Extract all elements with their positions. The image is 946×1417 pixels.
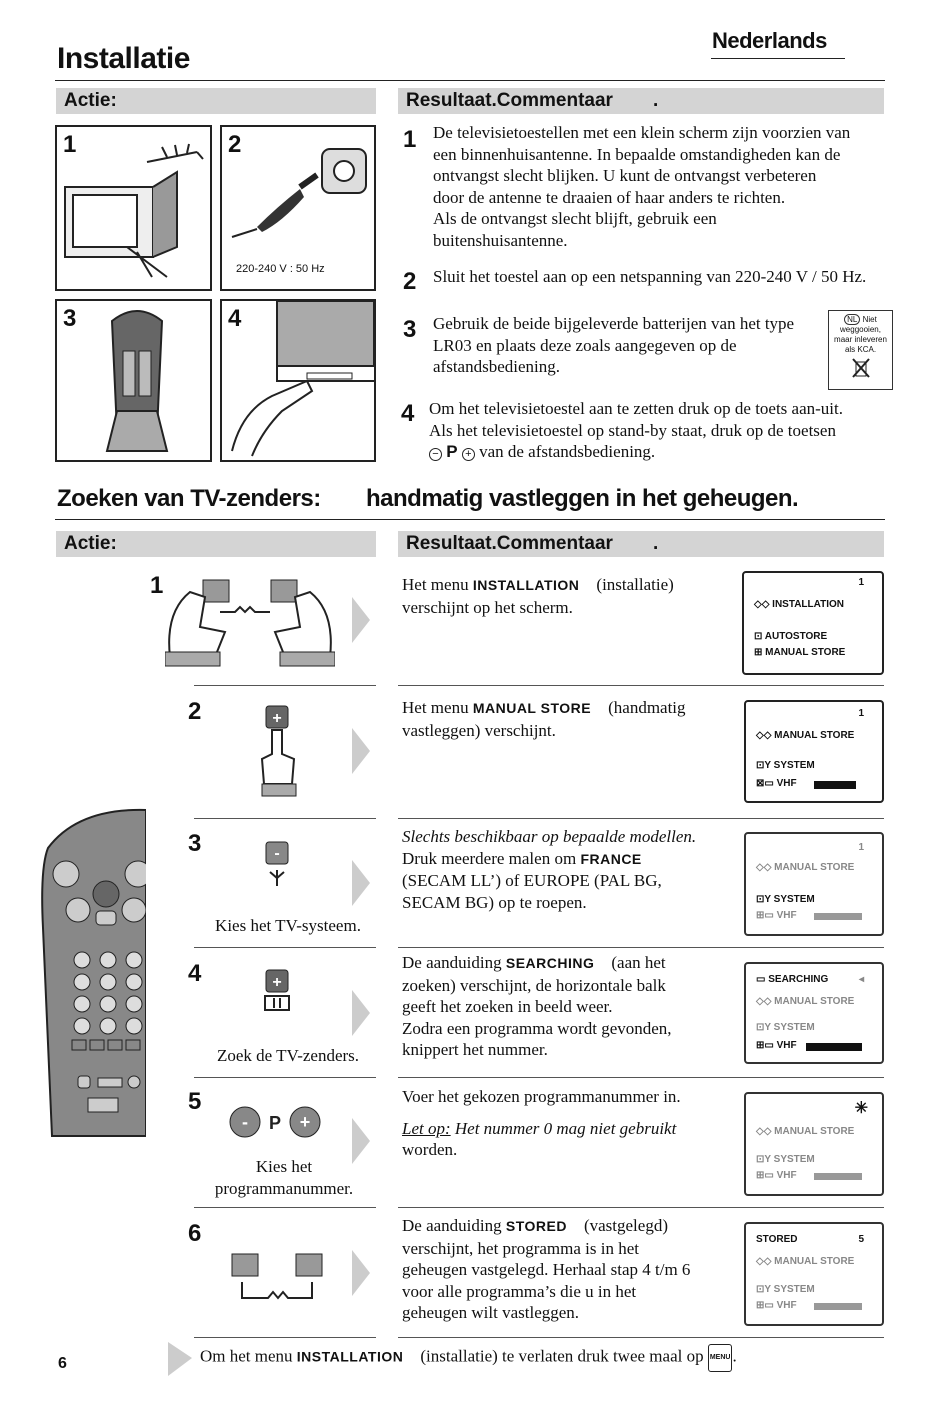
text-line: De televisietoestellen met een klein scherm zijn voorzien van	[433, 123, 851, 142]
text-line: Als de ontvangst slecht blijft, gebruik een	[433, 209, 717, 228]
voltage-label: 220-240 V : 50 Hz	[236, 263, 325, 275]
text-line: knippert het nummer.	[402, 1040, 548, 1059]
footer-keyword: INSTALLATION	[296, 1348, 404, 1365]
keyword: FRANCE	[580, 850, 642, 867]
arrow-right-icon	[350, 1248, 372, 1298]
screen-line: ⊡Y SYSTEM	[756, 894, 815, 905]
screen-line: ◇◇ INSTALLATION	[754, 599, 844, 610]
page-number: 6	[58, 1355, 67, 1372]
text-line	[429, 441, 889, 463]
step-number: 2	[403, 268, 417, 295]
arrow-right-icon	[350, 726, 372, 776]
text-line: afstandsbediening.	[433, 357, 560, 376]
row-separator	[398, 685, 884, 686]
screen-line: ⊡Y SYSTEM	[756, 1284, 815, 1295]
row-separator	[194, 947, 376, 948]
svg-text:+: +	[272, 974, 282, 991]
action-label: Actie:	[64, 533, 117, 554]
result-header-2	[398, 531, 884, 557]
footer-text	[200, 1344, 900, 1372]
step-number: 2	[188, 698, 202, 725]
tv-screen-3	[744, 832, 884, 936]
caption-line: Kies het	[255, 1157, 313, 1176]
svg-text:+: +	[299, 1112, 311, 1132]
screen-line: ◇◇ MANUAL STORE	[756, 862, 855, 873]
step-caption: Kies het TV-systeem.	[215, 916, 361, 935]
nl-badge: NL	[844, 314, 860, 325]
screen-corner: 5	[858, 1234, 864, 1245]
screen-line: ⊡Y SYSTEM	[756, 1154, 815, 1165]
screen-line: ⊞ MANUAL STORE	[754, 647, 846, 658]
screen-line: ⊞▭ VHF	[756, 1040, 797, 1051]
install-image-batteries	[55, 299, 212, 462]
step-caption	[194, 1156, 374, 1200]
screen-line: STORED	[756, 1234, 798, 1245]
text-part: Het menu	[402, 575, 473, 594]
text-part: (aan het	[594, 953, 666, 972]
row-separator	[398, 1207, 884, 1208]
tv-screen-2	[744, 700, 884, 803]
search-progress-bar	[806, 1043, 862, 1051]
step-number: 1	[150, 572, 164, 599]
remote-control-illustration	[38, 808, 146, 1138]
screen-line: ⊡Y SYSTEM	[756, 760, 815, 771]
note-line: als KCA.	[844, 345, 877, 354]
arrow-right-icon	[350, 988, 372, 1038]
step1-text	[433, 122, 883, 251]
two-buttons-icon	[228, 1252, 328, 1306]
text-line: buitenshuisantenne.	[433, 230, 568, 250]
image-number: 2	[228, 131, 242, 158]
text-tail: van de afstandsbediening.	[479, 442, 656, 461]
screen-corner: 1	[858, 842, 864, 853]
svg-text:+: +	[272, 710, 282, 727]
text-line: geheugen vastgelegd. Herhaal stap 4 t/m 6	[402, 1260, 691, 1279]
arrow-right-icon	[350, 858, 372, 908]
text-line: een binnenhuisantenne. In bepaalde omstandigheden kan de	[433, 144, 841, 164]
text-line	[402, 848, 732, 871]
action-header	[56, 88, 376, 114]
menu-key-icon: MENU	[708, 1344, 733, 1372]
note-line: maar inleveren	[834, 335, 887, 344]
footer-text-pre: Om het menu	[200, 1346, 297, 1366]
text-line: geeft het zoeken in beeld weer.	[402, 997, 613, 1016]
step-number: 4	[188, 960, 202, 987]
row-separator	[398, 1077, 884, 1078]
note-label: Let op:	[402, 1118, 451, 1138]
text-part: (installatie)	[579, 575, 674, 594]
result-label: Resultaat.Commentaar	[406, 533, 613, 554]
result-dot: .	[652, 90, 659, 111]
minus-p-plus-icon	[225, 1104, 325, 1140]
text-part: (handmatig	[591, 698, 686, 717]
vhf-bar	[814, 1173, 862, 1180]
screen-corner: ◂	[858, 974, 864, 985]
text-line: LR03 en plaats deze zoals aangegeven op de	[433, 335, 737, 355]
keyword: MANUAL STORE	[472, 700, 592, 716]
svg-text:-: -	[274, 845, 280, 862]
text-line: verschijnt, het programma is in het	[402, 1238, 639, 1258]
row-separator	[194, 1077, 376, 1078]
action-label: Actie:	[64, 90, 117, 111]
tv-screen-5	[744, 1092, 884, 1196]
step-3-text	[402, 826, 732, 913]
keyword: INSTALLATION	[472, 577, 580, 593]
text-line: door de antenne te draaien of haar anders te richten.	[433, 187, 786, 207]
screen-line: ◇◇ MANUAL STORE	[756, 1126, 855, 1137]
language-underline	[711, 58, 845, 59]
text-line: Om het televisietoestel aan te zetten druk op de toets aan-uit.	[429, 399, 843, 418]
section-title-left: Zoeken van TV-zenders:	[57, 485, 321, 512]
image-number: 4	[228, 305, 242, 332]
text-part: De aanduiding	[402, 953, 506, 972]
text-line: worden.	[402, 1140, 458, 1159]
screen-line: ◇◇ MANUAL STORE	[756, 996, 855, 1007]
step-2-text	[402, 697, 732, 741]
step-5-text	[402, 1086, 732, 1161]
text-part: Druk meerdere malen om	[402, 848, 581, 868]
minus-antenna-icon	[262, 840, 292, 890]
text-line: geheugen wilt vastleggen.	[402, 1303, 580, 1322]
step-number: 4	[401, 400, 415, 427]
screen-line: ⊡Y SYSTEM	[756, 1022, 815, 1033]
vhf-bar	[814, 913, 862, 920]
screen-line: ⊞▭ VHF	[756, 1300, 797, 1311]
action-header-2	[56, 531, 376, 557]
crossed-bin-icon	[851, 357, 871, 379]
screen-line: ⊞▭ VHF	[756, 910, 797, 921]
text-part: (vastgelegd)	[566, 1216, 668, 1235]
text-line	[402, 952, 732, 975]
vhf-bar	[814, 1303, 862, 1310]
text-line: Voer het gekozen programmanummer in.	[402, 1087, 681, 1106]
svg-text:P: P	[268, 1113, 282, 1133]
text-part: De aanduiding	[402, 1216, 506, 1235]
screen-line: ⊠▭ VHF	[756, 778, 797, 789]
remote-batteries-illustration	[57, 301, 210, 460]
tv-screen-1	[742, 571, 884, 675]
plus-icon: +	[462, 448, 475, 461]
language-label: Nederlands	[712, 28, 827, 53]
note-text: Het nummer 0 mag niet gebruikt	[454, 1118, 677, 1138]
screen-corner: ✳	[854, 1100, 868, 1117]
row-separator	[194, 818, 376, 819]
install-image-antenna	[55, 125, 212, 291]
battery-note-text	[829, 311, 892, 355]
install-image-switch	[220, 299, 376, 462]
text-line: (SECAM LL’) of EUROPE (PAL BG,	[402, 871, 662, 890]
plus-search-icon	[262, 968, 292, 1014]
row-separator	[398, 1337, 884, 1338]
svg-text:-: -	[242, 1112, 248, 1132]
step3-text	[433, 313, 823, 378]
text-line: ontvangst slecht blijken. U kunt de ontvangst verbeteren	[433, 166, 817, 185]
step-caption: Zoek de TV-zenders.	[216, 1046, 360, 1065]
text-line: Gebruik de beide bijgeleverde batterijen van het type	[433, 314, 795, 333]
footer-end: .	[732, 1346, 737, 1366]
screen-corner: 1	[858, 708, 864, 719]
footer-arrow-icon	[166, 1336, 196, 1380]
screen-corner: 1	[858, 577, 864, 588]
text-line: Sluit het toestel aan op een netspanning van 220-240 V / 50 Hz.	[433, 267, 867, 286]
page-title: Installatie	[57, 42, 190, 75]
title-rule	[55, 80, 885, 81]
battery-disposal-note	[828, 310, 893, 390]
screen-line: ⊞▭ VHF	[756, 1170, 797, 1181]
finger-press-plus-icon	[252, 704, 302, 800]
p-key: P	[446, 442, 458, 461]
row-separator	[398, 818, 884, 819]
text-line	[402, 574, 732, 597]
section-title-right: handmatig vastleggen in het geheugen.	[366, 485, 799, 512]
text-line: voor alle programma’s die u in het	[402, 1281, 637, 1301]
note-line: weggooien,	[840, 325, 881, 334]
image-number: 3	[63, 305, 77, 332]
text-line: verschijnt op het scherm.	[402, 597, 573, 617]
tv-screen-6	[744, 1222, 884, 1326]
text-part: Het menu	[402, 698, 473, 717]
result-header	[398, 88, 884, 114]
power-switch-illustration	[222, 301, 374, 460]
screen-line: ▭ SEARCHING	[756, 974, 829, 985]
step4-text	[429, 398, 889, 463]
text-line: vastleggen) verschijnt.	[402, 720, 556, 740]
keyword: STORED	[505, 1218, 567, 1234]
caption-line: programmanummer.	[214, 1179, 354, 1198]
screen-line: ◇◇ MANUAL STORE	[756, 1256, 855, 1267]
note-line: Niet	[862, 315, 877, 324]
result-label: Resultaat.Commentaar	[406, 90, 613, 111]
minus-icon: −	[429, 448, 442, 461]
step-number: 3	[188, 830, 202, 857]
screen-line: ◇◇ MANUAL STORE	[756, 730, 855, 741]
row-separator	[194, 1207, 376, 1208]
step-4-text	[402, 952, 732, 1061]
step-number: 6	[188, 1220, 202, 1247]
two-hands-press-icon	[165, 572, 335, 670]
result-dot: .	[652, 533, 659, 554]
step-number: 5	[188, 1088, 202, 1115]
vhf-bar	[814, 781, 856, 789]
text-line-italic: Slechts beschikbaar op bepaalde modellen.	[402, 827, 697, 846]
row-separator	[398, 947, 884, 948]
arrow-right-icon	[350, 595, 372, 645]
text-line	[402, 697, 732, 720]
tv-antenna-illustration	[57, 127, 210, 289]
step2-text	[433, 266, 893, 288]
step-1-text	[402, 574, 732, 618]
step-number: 3	[403, 316, 417, 343]
row-separator	[194, 685, 376, 686]
text-line: SECAM BG) op te roepen.	[402, 892, 587, 912]
row-separator	[194, 1337, 376, 1338]
section2-rule	[55, 519, 885, 520]
footer-text-post: (installatie) te verlaten druk twee maal op	[403, 1346, 704, 1366]
install-image-power	[220, 125, 376, 291]
text-line: Als het televisietoestel op stand-by staat, druk op de toetsen	[429, 420, 836, 440]
tv-screen-4	[744, 962, 884, 1064]
screen-line: ⊡ AUTOSTORE	[754, 631, 828, 642]
text-line	[402, 1118, 732, 1140]
image-number: 1	[63, 131, 77, 158]
text-line: Zodra een programma wordt gevonden,	[402, 1018, 672, 1038]
text-line	[402, 1215, 732, 1238]
step-number: 1	[403, 126, 417, 153]
keyword: SEARCHING	[505, 955, 595, 971]
text-line: zoeken) verschijnt, de horizontale balk	[402, 975, 666, 995]
step-6-text	[402, 1215, 732, 1324]
